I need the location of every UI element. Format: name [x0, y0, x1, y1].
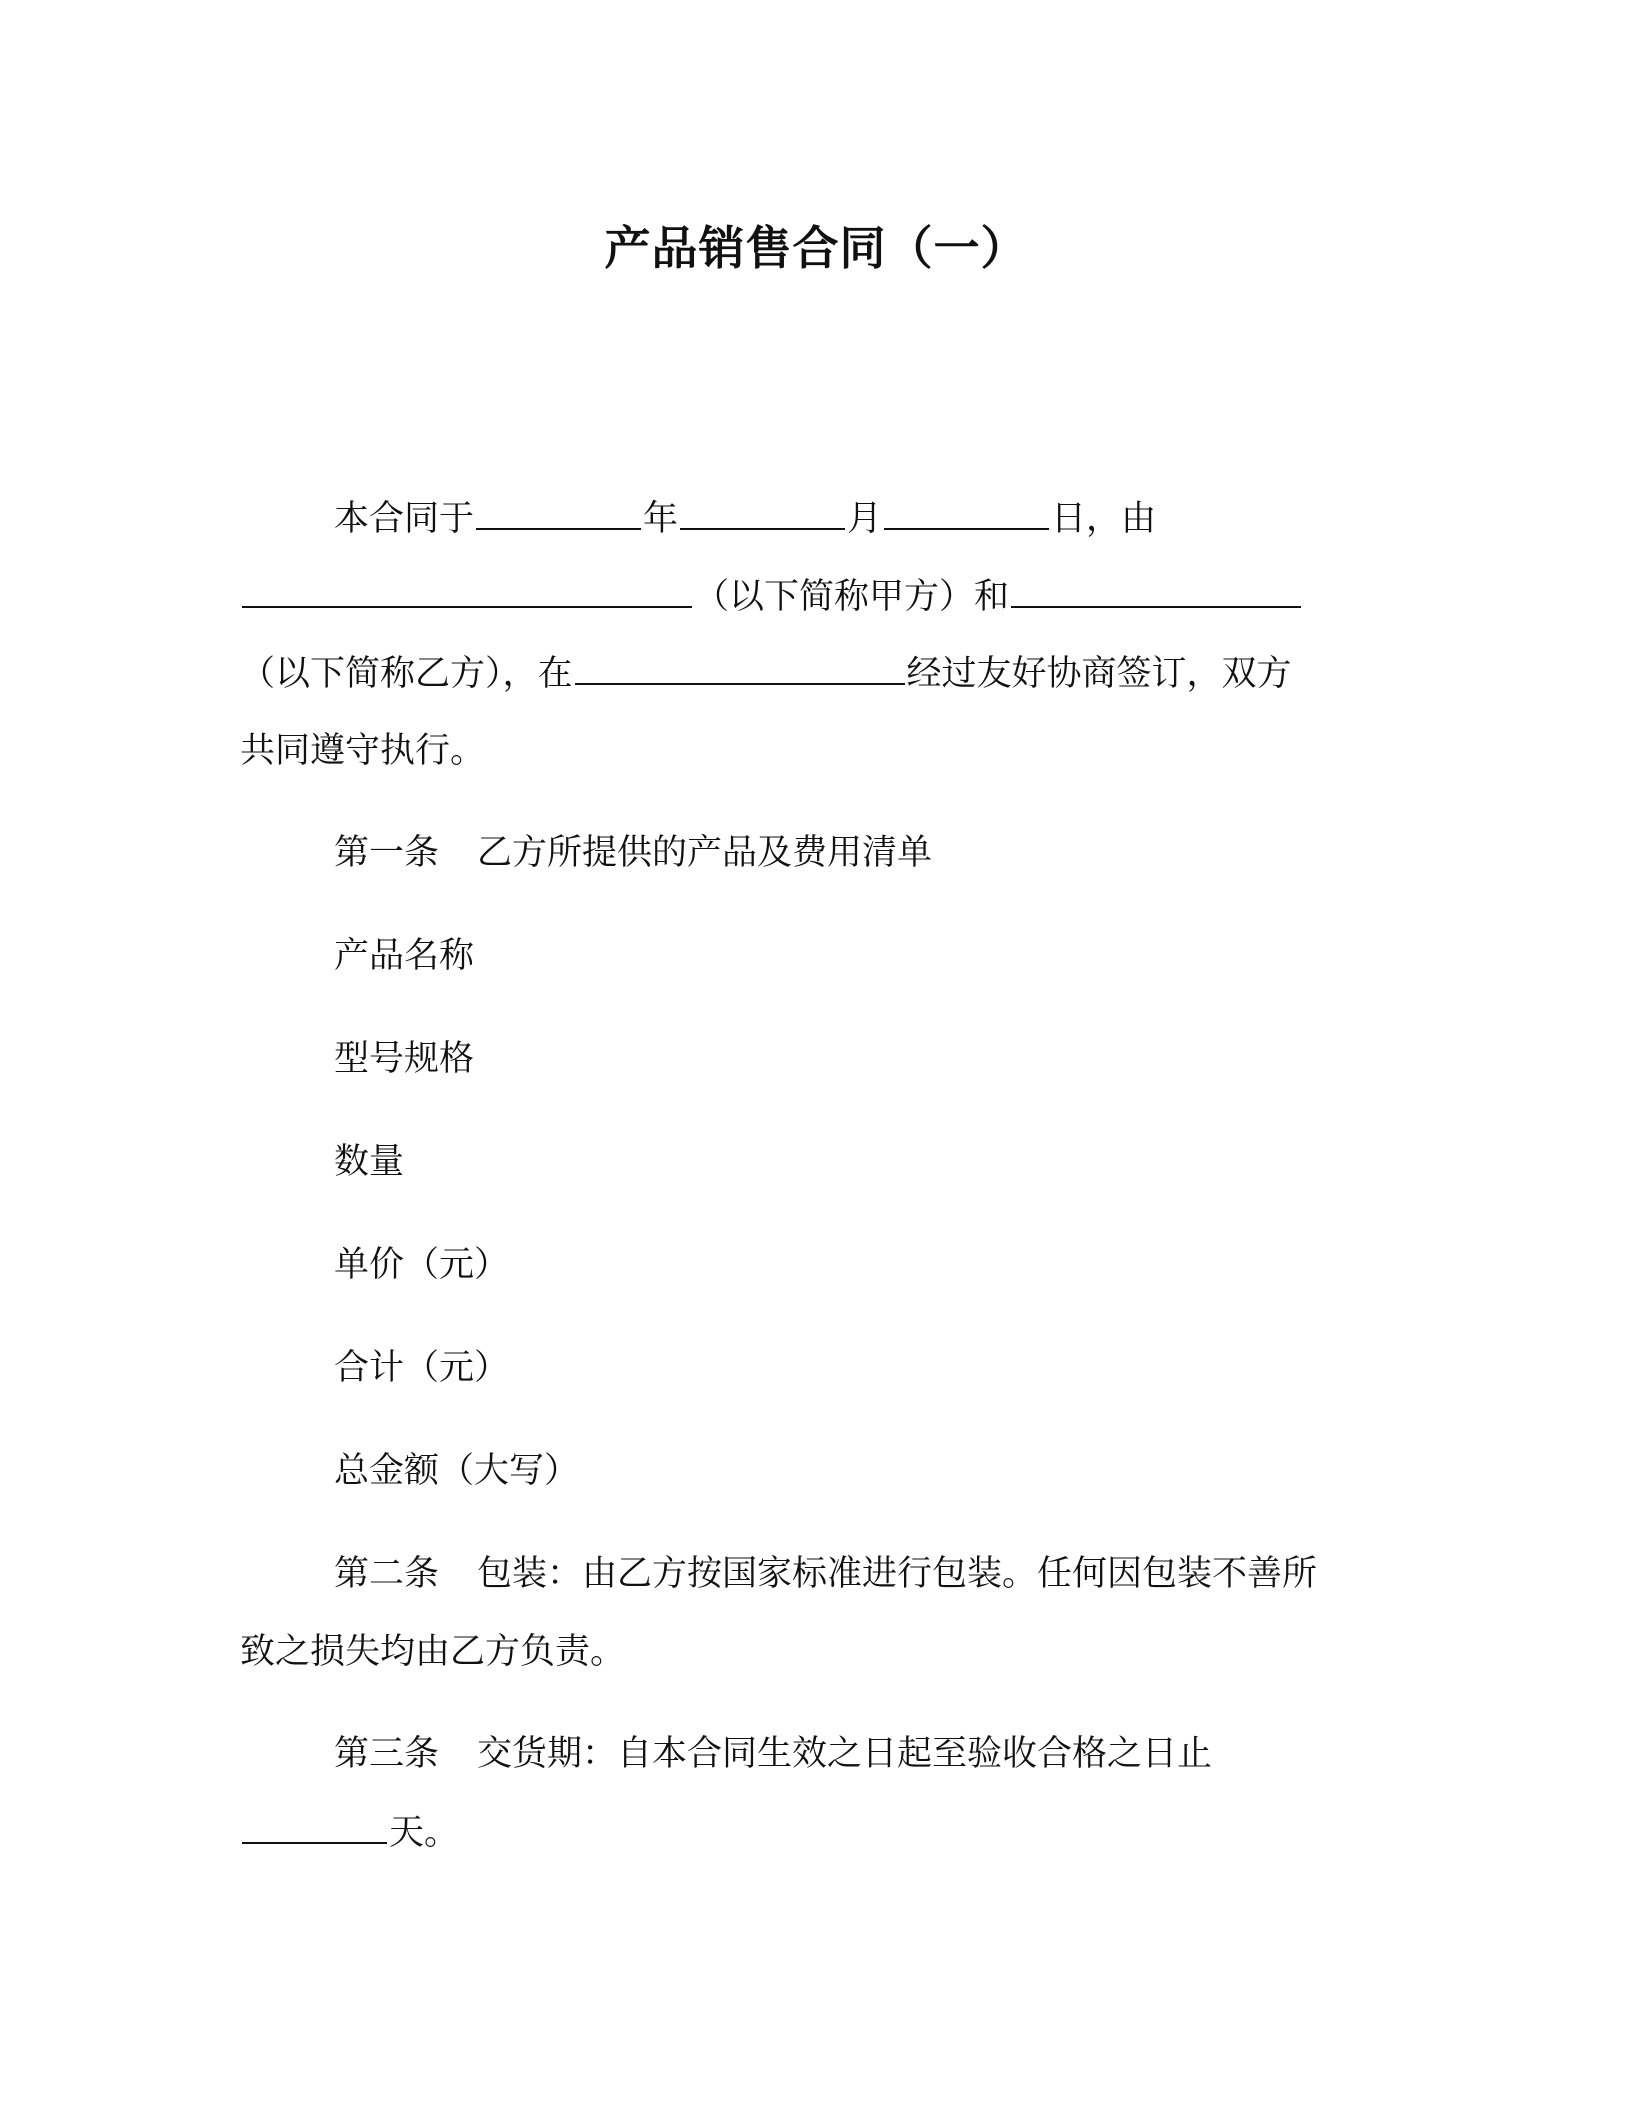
- intro-year-label: 年: [643, 499, 679, 539]
- party-b-blank[interactable]: [1011, 570, 1301, 608]
- intro-text-date-prefix: 本合同于: [334, 499, 475, 539]
- party-a-blank[interactable]: [242, 570, 692, 608]
- item-quantity: 数量: [334, 1142, 405, 1182]
- article-1: [334, 827, 932, 879]
- article-3-text-2: 天。: [389, 1813, 460, 1853]
- delivery-days-blank[interactable]: [242, 1806, 387, 1844]
- intro-line-1: [334, 492, 1156, 545]
- intro-month-label: 月: [847, 499, 883, 539]
- signing-place-blank[interactable]: [575, 647, 905, 685]
- article-2-label: 第二条: [334, 1554, 440, 1594]
- intro-line-3: [240, 647, 1292, 700]
- article-1-text: 乙方所提供的产品及费用清单: [477, 833, 933, 873]
- article-3-label: 第三条: [334, 1734, 440, 1774]
- party-a-label: （以下简称甲方）和: [694, 577, 1010, 617]
- day-blank[interactable]: [884, 492, 1049, 530]
- item-subtotal: 合计（元）: [334, 1348, 510, 1388]
- article-2-line-1: [334, 1548, 1317, 1600]
- party-b-label: （以下简称乙方），在: [240, 654, 573, 694]
- month-blank[interactable]: [680, 492, 845, 530]
- document-title: 产品销售合同（一）: [604, 221, 1028, 275]
- article-3-line-2: [240, 1806, 459, 1859]
- article-2-text-1: 包装：由乙方按国家标准进行包装。任何因包装不善所: [477, 1554, 1318, 1594]
- article-2-line-2: 致之损失均由乙方负责。: [240, 1632, 626, 1672]
- intro-line-4: 共同遵守执行。: [240, 731, 486, 771]
- item-total-amount: 总金额（大写）: [334, 1451, 580, 1491]
- article-3-line-1: [334, 1728, 1212, 1780]
- intro-line-2: [240, 570, 1303, 623]
- article-1-label: 第一条: [334, 833, 440, 873]
- intro-agreement-text: 经过友好协商签订，双方: [906, 654, 1292, 694]
- year-blank[interactable]: [476, 492, 641, 530]
- article-3-text-1: 交货期：自本合同生效之日起至验收合格之日止: [477, 1734, 1213, 1774]
- item-model-spec: 型号规格: [334, 1039, 475, 1079]
- intro-day-label: 日，由: [1051, 499, 1157, 539]
- item-product-name: 产品名称: [334, 936, 475, 976]
- item-unit-price: 单价（元）: [334, 1245, 510, 1285]
